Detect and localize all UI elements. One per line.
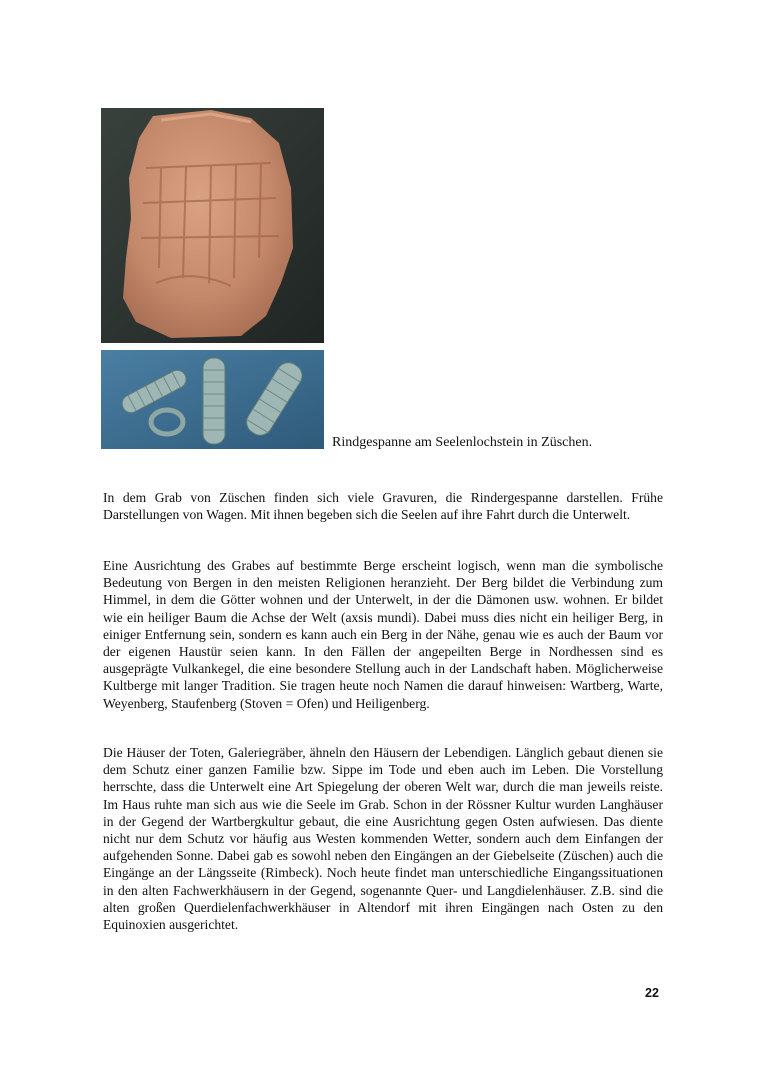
paragraph-1: In dem Grab von Züschen finden sich viele Gravuren, die Rindergespanne darstellen. Frühe Darstellungen von Wagen. Mit ihnen begeben sich die Seelen auf ihre Fahrt durch die Unterwelt. (103, 490, 663, 523)
rings-photo (101, 350, 324, 449)
page-number: 22 (645, 986, 659, 1000)
figure-caption: Rindgespanne am Seelenlochstein in Züschen. (332, 435, 593, 450)
stone-photo (101, 108, 324, 343)
paragraph-3: Die Häuser der Toten, Galeriegräber, ähneln den Häusern der Lebendigen. Länglich gebaut dienen sie dem Schutz einer ganzen Familie bzw. Sippe im Tode und eben auch im Leben. Die Vorstellung herrschte, dass die Unterwelt eine Art Spiegelung der oberen Welt war, durch die man jeweils reiste. Im Haus ruhte man sich aus wie die Seele im Grab. Schon in der Rössner Kultur wurden Langhäuser in der Gegend der Wartbergkultur gebaut, die eine Ausrichtung gegen Osten aufwiesen. Das diente nicht nur dem Schutz vor häufig aus Westen kommenden Wetter, sondern auch dem Einfangen der aufgehenden Sonne. Dabei gab es sowohl neben den Eingängen an der Giebelseite (Züschen) auch die Eingänge an der Längsseite (Rimbeck). Noch heute findet man unterschiedliche Eingangssituationen in den alten Fachwerkhäusern in der Gegend, sogenannte Quer- und Langdielenhäuser. Z.B. sind die alten großen Querdielenfachwerkhäuser in Altendorf mit ihren Eingängen nach Osten zu den Equinoxien ausgerichtet. (103, 745, 663, 933)
rings-image (101, 350, 324, 449)
stone-image (101, 108, 324, 343)
paragraph-2: Eine Ausrichtung des Grabes auf bestimmte Berge erscheint logisch, wenn man die symbolische Bedeutung von Bergen in den meisten Religionen heranzieht. Der Berg bildet die Verbindung zum Himmel, in dem die Götter wohnen und der Unterwelt, in der die Dämonen usw. wohnen. Er bildet wie ein heiliger Baum die Achse der Welt (axsis mundi). Dabei muss dies nicht ein heiliger Berg, in einiger Entfernung sein, sondern es kann auch ein Berg in der Nähe, genau wie es auch der Baum vor der eigenen Haustür seien kann. In den Fällen der angepeilten Berge in Nordhessen sind es ausgeprägte Vulkankegel, die eine besondere Stellung auch in der Landschaft haben. Möglicherweise Kultberge mit langer Tradition. Sie tragen heute noch Namen die darauf hinweisen: Wartberg, Warte, Weyenberg, Staufenberg (Stoven = Ofen) und Heiligenberg. (103, 558, 663, 711)
